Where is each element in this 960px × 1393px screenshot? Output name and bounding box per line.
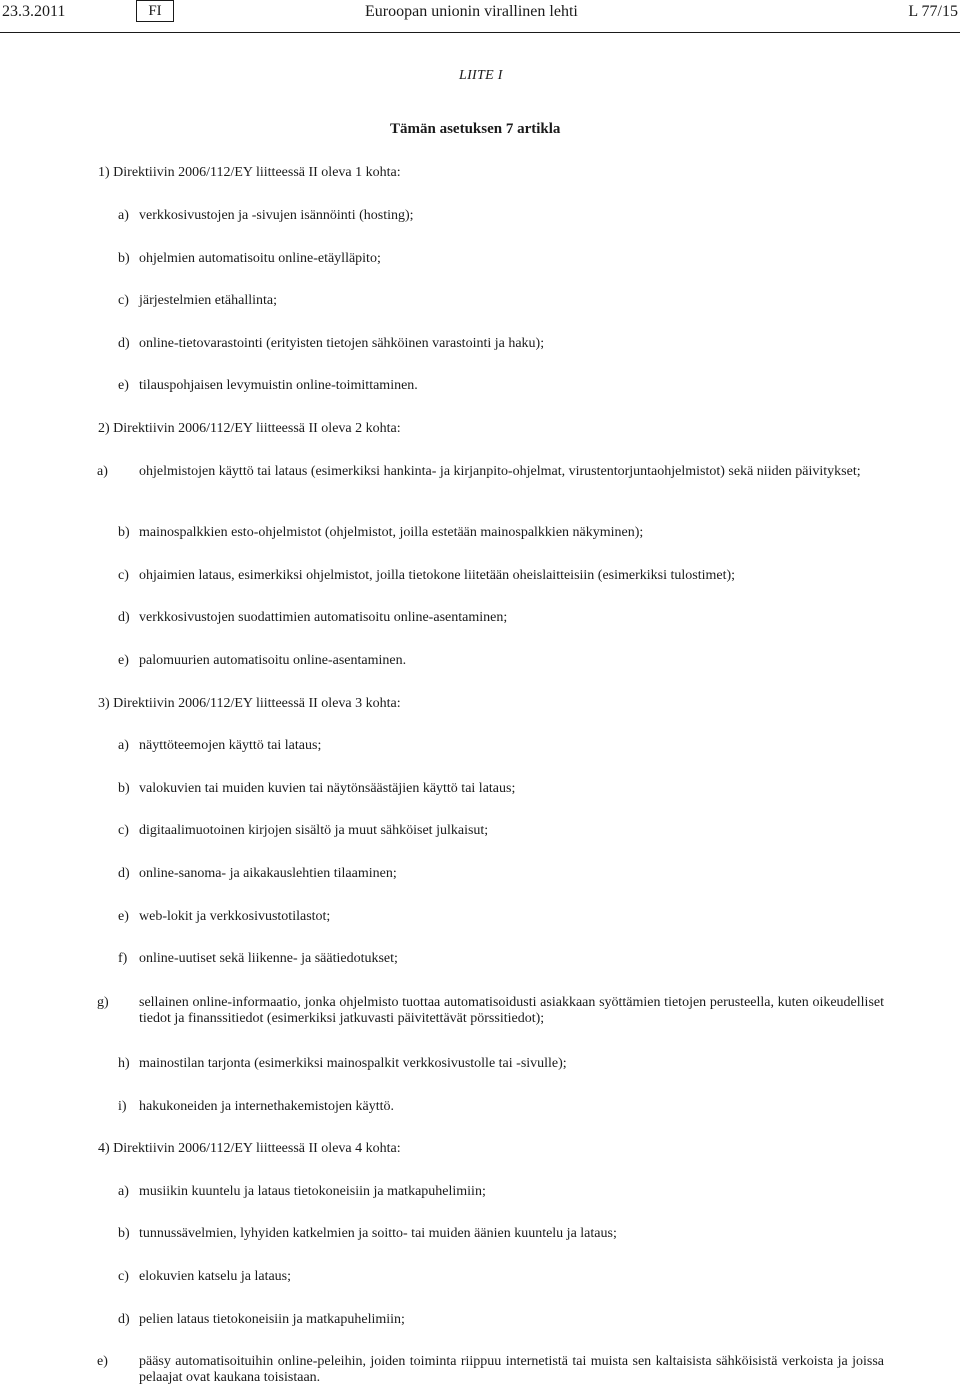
list-item (118, 653, 863, 669)
item-text: mainospalkkien esto-ohjelmistot (ohjelmistot, joilla estetään mainospalkkien näkyminen); (139, 525, 644, 540)
item-marker: b) (118, 1226, 130, 1241)
list-item (118, 1184, 863, 1200)
item-marker: i) (118, 1099, 127, 1114)
item-text: digitaalimuotoinen kirjojen sisältö ja muut sähköiset julkaisut; (139, 823, 489, 838)
page-reference: L 77/15 (908, 3, 958, 20)
item-marker: c) (118, 293, 129, 308)
item-marker: a) (97, 464, 108, 479)
item-text: ohjaimien lataus, esimerkiksi ohjelmistot, joilla tietokone liitetään oheislaitteisiin (esimerkiksi tulostimet); (139, 568, 736, 583)
list-item (118, 1056, 863, 1072)
item-text: valokuvien tai muiden kuvien tai näytönsäästäjien käyttö tai lataus; (139, 781, 516, 796)
item-marker: b) (118, 781, 130, 796)
list-item (118, 568, 863, 584)
item-text: sellainen online-informaatio, jonka ohjelmisto tuottaa automatisoidusti asiakkaan syöttämien tietojen perusteella, kuten oikeudelliset tiedot ja finanssitiedot (esimerkiksi jatkuvasti päivitettävät pörssitiedot); (139, 995, 884, 1026)
list-item (118, 1312, 863, 1328)
item-marker: a) (118, 1184, 129, 1199)
item-marker: f) (118, 951, 128, 966)
publication-date: 23.3.2011 (2, 3, 66, 20)
item-marker: b) (118, 251, 130, 266)
list-item (118, 1226, 863, 1242)
item-marker: e) (118, 909, 129, 924)
item-marker: d) (118, 866, 130, 881)
list-item (118, 208, 863, 224)
list-item (118, 525, 863, 541)
item-text: verkkosivustojen suodattimien automatisoitu online-asentaminen; (139, 610, 508, 625)
list-item (118, 378, 863, 394)
item-text: hakukoneiden ja internethakemistojen käyttö. (139, 1099, 395, 1114)
header-divider (0, 32, 960, 33)
list-item (118, 1099, 863, 1115)
item-text: ohjelmien automatisoitu online-etäylläpito; (139, 251, 381, 266)
list-item (118, 251, 863, 267)
item-marker: d) (118, 610, 130, 625)
annex-subtitle: Tämän asetuksen 7 artikla (390, 121, 561, 137)
item-text: järjestelmien etähallinta; (139, 293, 277, 308)
item-text: musiikin kuuntelu ja lataus tietokoneisiin ja matkapuhelimiin; (139, 1184, 486, 1199)
item-text: pääsy automatisoituihin online-peleihin, joiden toiminta riippuu internetistä tai muista sen kaltaisista sähköisistä verkoista ja joissa pelaajat ovat kaukana toisistaan. (139, 1354, 884, 1385)
language-box: FI (136, 0, 174, 22)
list-item (118, 823, 863, 839)
item-marker: a) (118, 738, 129, 753)
item-text: online-sanoma- ja aikakauslehtien tilaaminen; (139, 866, 397, 881)
item-text: ohjelmistojen käyttö tai lataus (esimerkiksi hankinta- ja kirjanpito-ohjelmat, virustentorjuntaohjelmistot) sekä niiden päivitykset; (139, 464, 861, 479)
item-marker: a) (118, 208, 129, 223)
list-item (97, 995, 884, 1027)
item-text: näyttöteemojen käyttö tai lataus; (139, 738, 322, 753)
item-text: tunnussävelmien, lyhyiden katkelmien ja soitto- tai muiden äänien kuuntelu ja lataus; (139, 1226, 617, 1241)
item-text: web-lokit ja verkkosivustotilastot; (139, 909, 331, 924)
item-marker: d) (118, 336, 130, 351)
item-text: elokuvien katselu ja lataus; (139, 1269, 292, 1284)
item-text: tilauspohjaisen levymuistin online-toimittaminen. (139, 378, 418, 393)
list-item (97, 464, 884, 480)
list-item (118, 866, 863, 882)
list-item (118, 610, 863, 626)
list-item (118, 909, 863, 925)
item-marker: c) (118, 823, 129, 838)
section-heading: 3) Direktiivin 2006/112/EY liitteessä II oleva 3 kohta: (98, 696, 401, 711)
list-item (118, 1269, 863, 1285)
item-marker: c) (118, 1269, 129, 1284)
annex-label: LIITE I (459, 68, 503, 83)
list-item (118, 738, 863, 754)
item-marker: b) (118, 525, 130, 540)
list-item (118, 951, 863, 967)
item-text: verkkosivustojen ja -sivujen isännöinti (hosting); (139, 208, 414, 223)
list-item (118, 781, 863, 797)
item-marker: h) (118, 1056, 130, 1071)
section-heading: 4) Direktiivin 2006/112/EY liitteessä II oleva 4 kohta: (98, 1141, 401, 1156)
section-heading: 1) Direktiivin 2006/112/EY liitteessä II oleva 1 kohta: (98, 165, 401, 180)
journal-title: Euroopan unionin virallinen lehti (365, 3, 578, 20)
item-marker: d) (118, 1312, 130, 1327)
item-marker: e) (118, 378, 129, 393)
item-marker: g) (97, 995, 109, 1010)
item-text: mainostilan tarjonta (esimerkiksi mainospalkit verkkosivustolle tai -sivulle); (139, 1056, 567, 1071)
item-marker: e) (97, 1354, 108, 1369)
item-text: pelien lataus tietokoneisiin ja matkapuhelimiin; (139, 1312, 405, 1327)
item-text: online-uutiset sekä liikenne- ja säätiedotukset; (139, 951, 398, 966)
list-item (118, 293, 863, 309)
list-item (118, 336, 863, 352)
list-item (97, 1354, 884, 1386)
page-header (0, 0, 960, 28)
item-text: palomuurien automatisoitu online-asentaminen. (139, 653, 407, 668)
item-text: online-tietovarastointi (erityisten tietojen sähköinen varastointi ja haku); (139, 336, 545, 351)
section-heading: 2) Direktiivin 2006/112/EY liitteessä II oleva 2 kohta: (98, 421, 401, 436)
item-marker: c) (118, 568, 129, 583)
item-marker: e) (118, 653, 129, 668)
